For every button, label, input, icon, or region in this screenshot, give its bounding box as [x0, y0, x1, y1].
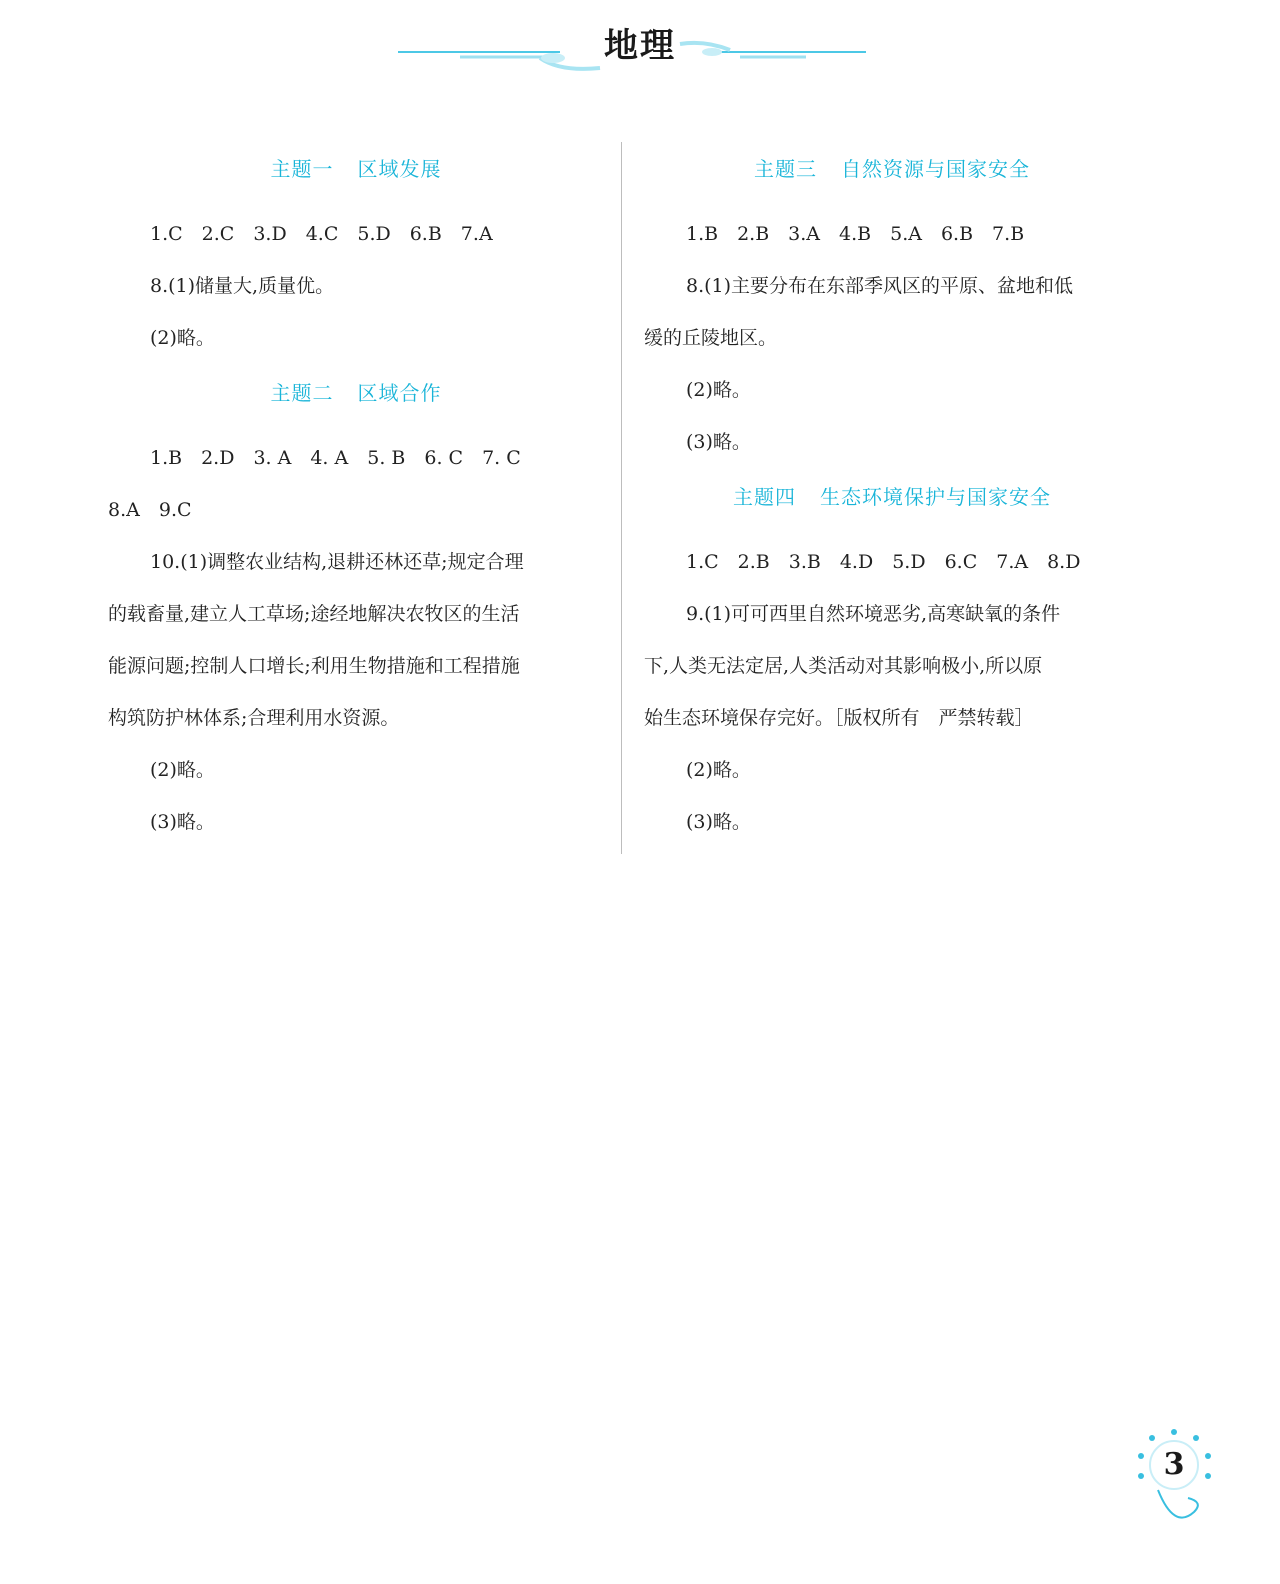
answer-line: (2)略。: [150, 759, 215, 781]
answer-line: 8.A 9.C: [108, 499, 192, 521]
section-name: 自然资源与国家安全: [841, 157, 1030, 181]
page-number-badge: [1138, 1420, 1248, 1530]
section-label: 主题三: [754, 157, 817, 181]
page-title: 地理: [604, 26, 676, 66]
answer-line: 8.(1)储量大,质量优。: [150, 275, 335, 297]
answer-line: 的载畜量,建立人工草场;途经地解决农牧区的生活: [108, 603, 520, 625]
section-name: 生态环境保护与国家安全: [820, 485, 1051, 509]
section-label: 主题四: [733, 485, 796, 509]
answer-line: (2)略。: [686, 379, 751, 401]
answer-line: (3)略。: [686, 431, 751, 453]
answer-line: 缓的丘陵地区。: [644, 327, 778, 349]
section-label: 主题二: [270, 381, 334, 405]
section-title-topic-3: [644, 140, 1140, 198]
answer-line: 10.(1)调整农业结构,退耕还林还草;规定合理: [150, 551, 524, 573]
page-number: 3: [1163, 1447, 1185, 1482]
section-title-topic-4: [644, 468, 1140, 526]
column-divider: [621, 142, 622, 854]
left-column: [108, 140, 604, 848]
answer-line: 9.(1)可可西里自然环境恶劣,高寒缺氧的条件: [686, 603, 1061, 625]
answer-line: 8.(1)主要分布在东部季风区的平原、盆地和低: [686, 275, 1074, 297]
answer-line: (3)略。: [686, 811, 751, 833]
section-label: 主题一: [270, 157, 334, 181]
section-title-topic-1: [108, 140, 604, 198]
answer-line: 能源问题;控制人口增长;利用生物措施和工程措施: [108, 655, 520, 677]
page-header: [0, 0, 1280, 100]
answer-line: 构筑防护林体系;合理利用水资源。: [108, 707, 400, 729]
answer-line: 始生态环境保存完好。［版权所有 严禁转载］: [644, 707, 1034, 729]
answer-line: 1.C 2.B 3.B 4.D 5.D 6.C 7.A 8.D: [686, 551, 1081, 573]
right-column: [644, 140, 1140, 848]
answer-line: 1.C 2.C 3.D 4.C 5.D 6.B 7.A: [150, 223, 493, 245]
section-title-topic-2: [108, 364, 604, 422]
answer-line: 1.B 2.D 3. A 4. A 5. B 6. C 7. C: [150, 447, 521, 469]
section-name: 区域发展: [357, 157, 442, 181]
section-name: 区域合作: [357, 381, 442, 405]
answer-line: (2)略。: [150, 327, 215, 349]
answer-line: 下,人类无法定居,人类活动对其影响极小,所以原: [644, 655, 1043, 677]
answer-line: (2)略。: [686, 759, 751, 781]
answer-line: 1.B 2.B 3.A 4.B 5.A 6.B 7.B: [686, 223, 1025, 245]
answer-line: (3)略。: [150, 811, 215, 833]
